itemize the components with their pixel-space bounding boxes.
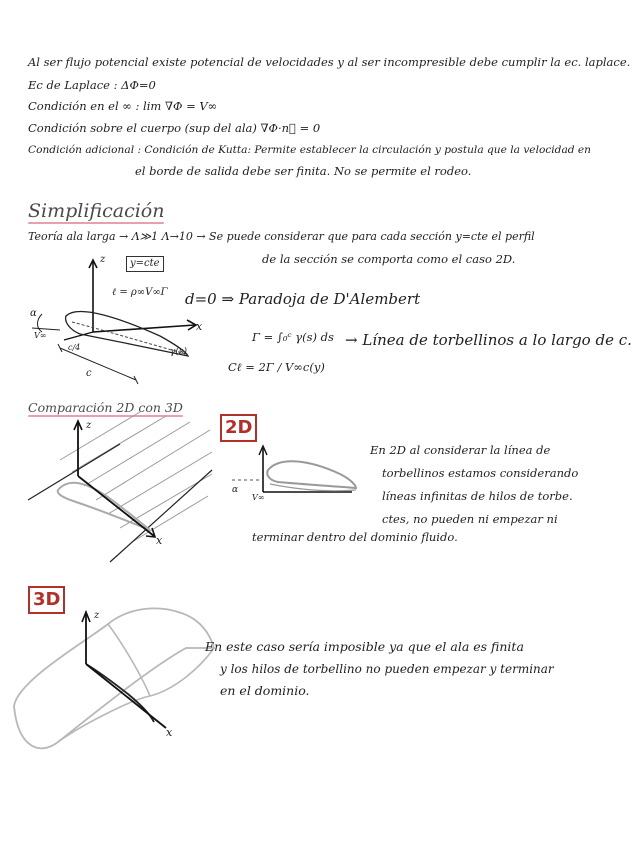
c4-label: c/4: [68, 343, 81, 352]
intro-line-4: Condición sobre el cuerpo (sup del ala) ∇Φ·n⃗ = 0: [28, 121, 321, 135]
alpha-label-2d: α: [232, 485, 239, 495]
wing-leading-edge: [28, 444, 120, 500]
vortex-line-text: → Línea de torbellinos a lo largo de c.: [345, 331, 632, 349]
simplification-heading: Simplificación: [28, 200, 165, 222]
text-2d-line-5: terminar dentro del dominio fluido.: [252, 530, 458, 544]
text-2d-line-1: En 2D al considerar la línea de: [370, 443, 551, 457]
text-2d-line-2: torbellinos estamos considerando: [382, 466, 579, 480]
airfoil-2d: [267, 461, 356, 488]
x-label-3d: x: [166, 726, 173, 739]
dalembert-paradox: d=0 ⇒ Paradoja de D'Alembert: [185, 290, 421, 308]
vinf-label: V∞: [34, 331, 47, 340]
text-2d-line-4: ctes, no pueden ni empezar ni: [382, 512, 558, 526]
intro-line-1: Al ser flujo potencial existe potencial de velocidades y al ser incompresible debe cumplir la ec. laplace.: [28, 55, 631, 69]
wing-trailing-edge: [110, 470, 212, 562]
simplification-line-2: de la sección se comporta como el caso 2D.: [262, 252, 516, 266]
text-3d-line-3: en el dominio.: [220, 683, 310, 698]
alpha-label: α: [30, 308, 37, 319]
text-2d-line-3: líneas infinitas de hilos de torbe.: [382, 489, 573, 503]
intro-line-2: Ec de Laplace : ΔΦ=0: [28, 78, 156, 92]
x-label: x: [196, 320, 203, 333]
comparison-heading: Comparación 2D con 3D: [28, 400, 183, 415]
text-3d-line-1: En este caso sería imposible ya que el ala es finita: [205, 639, 524, 654]
intro-line-5: Condición adicional : Condición de Kutta: Permite establecer la circulación y postula que la velocidad en: [28, 144, 591, 156]
z-label-3d: z: [94, 610, 100, 621]
lift-label: ℓ = ρ∞V∞Γ: [112, 287, 168, 298]
z-label: z: [100, 254, 106, 265]
wing-3d-trailing-edge: [58, 648, 214, 742]
z-label-2: z: [86, 420, 92, 431]
chord-label: c: [86, 368, 92, 379]
gamma-formula: Γ = ∫₀ᶜ γ(s) ds: [252, 330, 334, 344]
simplification-line-1: Teoría ala larga → Λ≫1 Λ→10 → Se puede considerar que para cada sección y=cte el perfil: [28, 230, 535, 243]
vinf-label-2d: V∞: [252, 493, 265, 502]
text-3d-line-2: y los hilos de torbellino no pueden empezar y terminar: [220, 662, 554, 676]
intro-line-6: el borde de salida debe ser finita. No se permite el rodeo.: [135, 164, 472, 178]
y-constant-box: y=cte: [126, 256, 164, 272]
intro-line-3: Condición en el ∞ : lim ∇Φ = V∞: [28, 99, 218, 113]
badge-2d: 2D: [220, 414, 257, 442]
cl-formula: Cℓ = 2Γ / V∞c(y): [228, 360, 325, 374]
badge-3d: 3D: [28, 586, 65, 614]
gamma-s-label: γ(s): [170, 347, 188, 357]
x-label-2: x: [156, 534, 163, 547]
wing-3d-root-rib: [108, 624, 150, 696]
